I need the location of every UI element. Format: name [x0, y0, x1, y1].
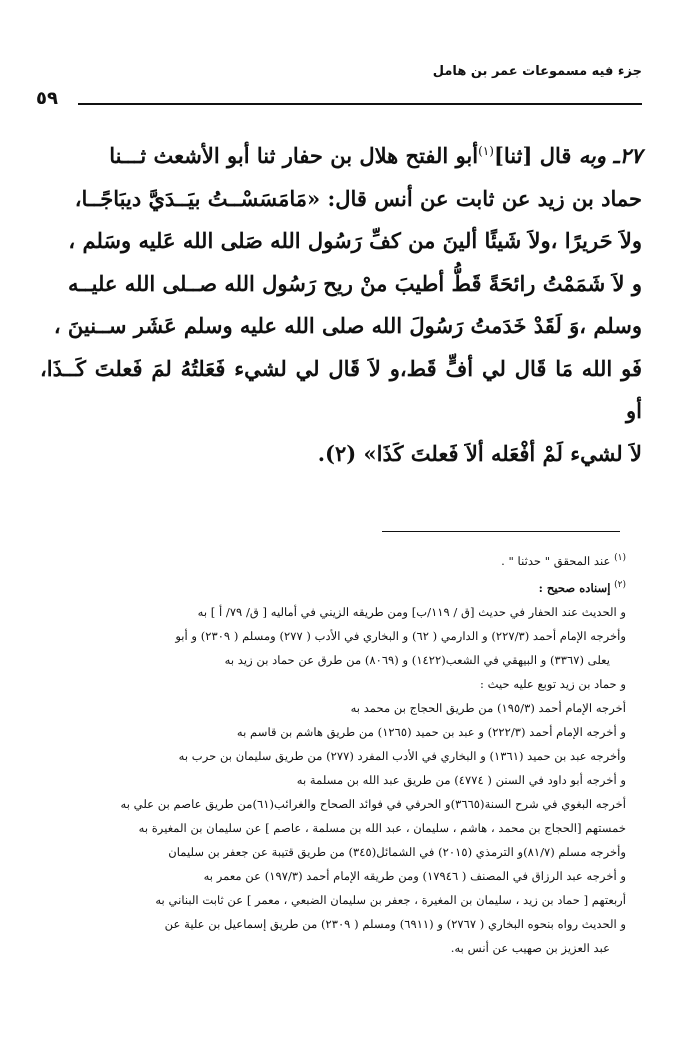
- footnote-line: و الحديث عند الحفار في حديث [ق / ١١٩/ب] ومن طريقه الزيني في أماليه [ ق/ ٧٩/ أ ] به: [197, 604, 626, 619]
- running-title: جزء فيه مسموعات عمر بن هامل: [432, 64, 642, 79]
- footnote-line: خمستهم [الحجاج بن محمد ، هاشم ، سليمان ، عبد الله بن مسلمة ، عاصم ] عن سليمان بن المغيرة به: [138, 820, 626, 835]
- footnote-title: إسناده صحيح :: [538, 580, 611, 595]
- footnote-line: أخرجه الإمام أحمد (١٩٥/٣) من طريق الحجاج بن محمد به: [350, 700, 626, 715]
- hadith-line: وسلم ،وَ لَقَدْ خَدَمتُ رَسُولَ الله صلى الله عليه وسلم عَشَر ســنينَ ،: [53, 313, 642, 338]
- footnote-line: و أخرجه أبو داود في السنن ( ٤٧٧٤) من طريق عبد الله بن مسلمة به: [296, 772, 626, 787]
- footnote-line: و حماد بن زيد توبع عليه حيث :: [480, 676, 626, 691]
- hadith-line-part: أبو الفتح هلال بن حفار ثنا أبو الأشعث ثـــنا: [109, 143, 479, 168]
- footnote-line: و أخرجه الإمام أحمد (٢٢٢/٣) و عبد بن حميد (١٢٦٥) من طريق هاشم بن قاسم به: [236, 724, 626, 739]
- page-number: ٥٩: [36, 88, 58, 109]
- footnote-1: [48, 546, 626, 573]
- hadith-line: حماد بن زيد عن ثابت عن أنس قال: «مَامَسَسْــتُ بيَــدَيَّ ديبَاجًــا،: [74, 185, 642, 211]
- footnote-lines: [48, 600, 626, 960]
- hadith-line: لاَ لشيء لَمْ أفْعَله ألاَ فَعلتَ كَذَا» (٢).: [317, 440, 642, 466]
- hadith-line: [40, 130, 642, 178]
- footnote-separator: [382, 531, 620, 532]
- footnote-2-title: [48, 573, 626, 600]
- footnote-line: و الحديث رواه بنحوه البخاري ( ٢٧٦٧) و (٦٩١١) ومسلم ( ٢٣٠٩) من طريق إسماعيل بن علية عن: [164, 916, 626, 931]
- footnote-text: عند المحقق " حدثنا " .: [501, 553, 611, 568]
- footnote-line: يعلى (٣٣٦٧) و البيهقي في الشعب(١٤٢٢) و (٨٠٦٩) من طرق عن حماد بن زيد به: [224, 652, 610, 667]
- footnote-line: أربعتهم [ حماد بن زيد ، سليمان بن المغيرة ، جعفر بن سليمان الضبعي ، معمر ] عن ثابت البناني به: [155, 892, 626, 907]
- hadith-number: ٢٧ـ وبه: [578, 143, 642, 168]
- footnote-marker: (١): [478, 144, 494, 158]
- header-rule: [78, 103, 642, 105]
- hadith-line: ولاَ حَريرًا ،ولاَ شَيئًا ألينَ من كفِّ رَسُول الله صَلى الله عَليه وسَلم ،: [68, 228, 642, 253]
- footnote-line: وأخرجه الإمام أحمد (٢٢٧/٣) و الدارمي ( ٦٢) و البخاري في الأدب ( ٢٧٧) ومسلم ( ٢٣٠٩) و أبو: [175, 628, 626, 643]
- footnote-line: وأخرجه مسلم (٨١/٧)و الترمذي (٢٠١٥) في الشمائل(٣٤٥) من طريق قتيبة عن جعفر بن سليمان: [168, 844, 626, 859]
- footnote-line: وأخرجه عبد بن حميد (١٣٦١) و البخاري في الأدب المفرد (٢٧٧) من طريق سليمان بن حرب به: [178, 748, 626, 763]
- footnote-line: و أخرجه عبد الرزاق في المصنف ( ١٧٩٤٦) ومن طريقه الإمام أحمد (١٩٧/٣) عن معمر به: [203, 868, 626, 883]
- header-row: [36, 88, 642, 114]
- footnote-ref: (٢): [614, 579, 626, 590]
- hadith-line: فَو الله مَا قَال لي أفٍّ قَط،و لاَ قَال لي لشيء فَعَلتُهُ لمَ فَعلتَ كَــذَا، أو: [40, 355, 642, 423]
- footnote-ref: (١): [614, 553, 626, 563]
- footnotes: [48, 546, 626, 960]
- hadith-line-part: قال [ثنا]: [493, 143, 572, 168]
- footnote-line: أخرجه البغوي في شرح السنة(٣٦٦٥)و الحرفي في فوائد الصحاح والغرائب(٦١)من طريق عاصم بن علي به: [120, 796, 626, 811]
- hadith-line: و لاَ شَمَمْتُ رائحَةً قَطُّ أطيبَ منْ ريح رَسُول الله صــلى الله عليــه: [68, 270, 642, 296]
- footnote-line: عبد العزيز بن صهيب عن أنس به.: [450, 940, 610, 955]
- hadith-text: [40, 130, 642, 475]
